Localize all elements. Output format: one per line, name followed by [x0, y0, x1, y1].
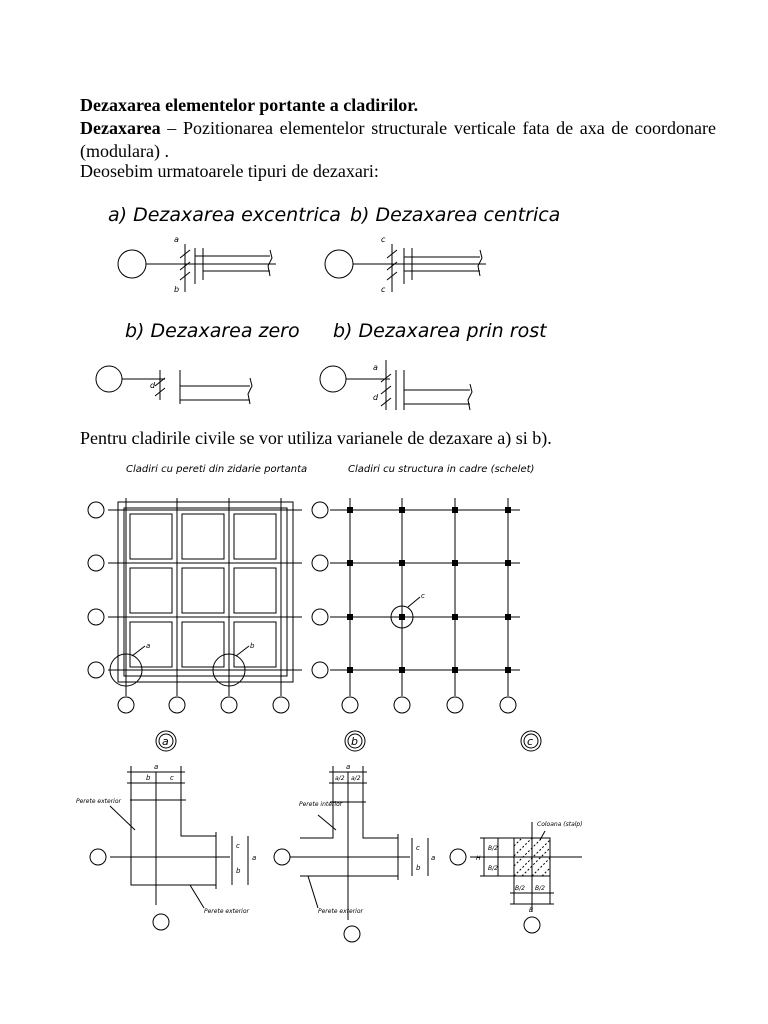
column	[347, 560, 353, 566]
break-line	[268, 250, 272, 276]
room	[234, 514, 276, 559]
leader	[236, 646, 249, 656]
svg-text:a: a	[154, 763, 159, 771]
wall-int-label: Perete interior	[299, 801, 343, 808]
leader	[540, 831, 545, 840]
column	[505, 614, 511, 620]
break-line	[478, 250, 482, 276]
column	[452, 667, 458, 673]
outer-wall	[118, 502, 293, 682]
axis-bubble	[153, 914, 169, 930]
section-heading: Dezaxarea elementelor portante a cladirilor.	[80, 95, 419, 115]
column	[399, 614, 405, 620]
svg-text:a/2: a/2	[351, 775, 361, 782]
type-centric-title: b) Dezaxarea centrica	[350, 204, 561, 226]
svg-text:b: b	[146, 774, 151, 782]
masonry-plan-title: Cladiri cu pereti din zidarie portanta	[126, 464, 308, 475]
svg-text:B/2: B/2	[515, 885, 525, 892]
column	[347, 667, 353, 673]
detail-labels	[156, 731, 541, 751]
room	[182, 514, 224, 559]
wall-ext-label-2: Perete exterior	[204, 908, 249, 915]
svg-text:c: c	[236, 842, 240, 850]
type-zero-title: b) Dezaxarea zero	[125, 320, 300, 342]
axis-bubble	[342, 697, 358, 713]
column	[399, 507, 405, 513]
column	[505, 507, 511, 513]
svg-text:d: d	[373, 393, 379, 402]
diagram-rost	[320, 360, 472, 410]
svg-text:a: a	[373, 363, 378, 372]
frame-plan-title: Cladiri cu structura in cadre (schelet)	[348, 464, 535, 475]
detail-c	[450, 821, 583, 933]
column-label: Coloana (stalp)	[537, 821, 583, 828]
axis-bubble	[96, 366, 122, 392]
svg-text:c: c	[381, 285, 386, 294]
svg-text:b: b	[416, 864, 421, 872]
axis-bubble	[524, 917, 540, 933]
svg-text:c: c	[416, 844, 420, 852]
svg-text:a/2: a/2	[335, 775, 345, 782]
axis-bubble	[320, 366, 346, 392]
wall-outline	[363, 802, 398, 838]
callout-label-b: b	[250, 642, 255, 650]
axis-bubble	[88, 555, 104, 571]
frame-plan	[312, 498, 520, 713]
svg-text:B/2: B/2	[488, 845, 498, 852]
axis-bubble	[450, 849, 466, 865]
leader	[308, 876, 318, 908]
callout-label-a: a	[146, 642, 151, 650]
column	[505, 560, 511, 566]
wall-ext-label-3: Perete exterior	[318, 908, 363, 915]
leader	[132, 646, 145, 656]
break-line	[468, 384, 472, 410]
masonry-plan	[88, 498, 302, 713]
room	[182, 622, 224, 667]
detail-label-b: b	[351, 735, 358, 748]
wall-outline	[131, 800, 216, 885]
types-intro: Deosebim urmatoarele tipuri de dezaxari:	[80, 161, 379, 181]
wall-outline	[181, 800, 216, 836]
svg-text:a: a	[346, 763, 351, 771]
axis-bubble	[88, 609, 104, 625]
axis-bubble	[274, 849, 290, 865]
room	[130, 568, 172, 613]
outer-wall-inner	[124, 508, 287, 676]
svg-text:d: d	[150, 381, 156, 390]
column	[399, 667, 405, 673]
axis-bubble	[88, 662, 104, 678]
axis-bubble	[273, 697, 289, 713]
axis-bubble	[312, 555, 328, 571]
svg-text:a: a	[252, 854, 257, 862]
detail-label-c: c	[527, 735, 534, 748]
leader	[408, 597, 420, 607]
svg-text:B/2: B/2	[488, 865, 498, 872]
svg-text:c: c	[381, 235, 386, 244]
room	[182, 568, 224, 613]
callout-label-c: c	[421, 592, 425, 600]
svg-text:b: b	[174, 285, 180, 294]
axis-bubble	[312, 609, 328, 625]
wall-ext-label: Perete exterior	[76, 798, 121, 805]
axis-bubble	[312, 502, 328, 518]
column	[399, 560, 405, 566]
svg-text:H: H	[476, 855, 481, 862]
definition-term: Dezaxarea	[80, 118, 161, 138]
axis-bubble	[344, 926, 360, 942]
column	[347, 614, 353, 620]
axis-bubble	[221, 697, 237, 713]
axis-bubble	[312, 662, 328, 678]
diagram-zero	[96, 366, 252, 404]
svg-text:a: a	[431, 854, 436, 862]
axis-bubble	[90, 849, 106, 865]
column	[452, 614, 458, 620]
axis-bubble	[118, 697, 134, 713]
civil-note: Pentru cladirile civile se vor utiliza varianele de dezaxare a) si b).	[80, 428, 552, 448]
detail-b	[274, 763, 435, 942]
axis-bubble	[447, 697, 463, 713]
column	[347, 507, 353, 513]
column	[452, 560, 458, 566]
axis-bubble	[500, 697, 516, 713]
leader	[190, 885, 204, 908]
room	[130, 622, 172, 667]
room	[234, 622, 276, 667]
room	[130, 514, 172, 559]
diagram-centric	[325, 244, 486, 292]
axis-bubble	[394, 697, 410, 713]
axis-bubble	[169, 697, 185, 713]
axis-bubble	[88, 502, 104, 518]
column	[452, 507, 458, 513]
column	[505, 667, 511, 673]
type-excentric-title: a) Dezaxarea excentrica	[108, 204, 341, 226]
type-rost-title: b) Dezaxarea prin rost	[333, 320, 547, 342]
svg-text:c: c	[170, 774, 174, 782]
svg-text:B/2: B/2	[535, 885, 545, 892]
svg-text:b: b	[236, 867, 241, 875]
room	[234, 568, 276, 613]
detail-a	[76, 763, 256, 930]
detail-label-a: a	[162, 735, 169, 748]
diagram-excentric	[118, 244, 276, 292]
axis-bubble	[118, 250, 146, 278]
axis-bubble	[325, 250, 353, 278]
svg-text:a: a	[174, 235, 179, 244]
definition-text: – Pozitionarea elementelor structurale verticale fata de axa de coordonare (modulara) .	[80, 118, 716, 161]
svg-text:B: B	[529, 907, 534, 914]
